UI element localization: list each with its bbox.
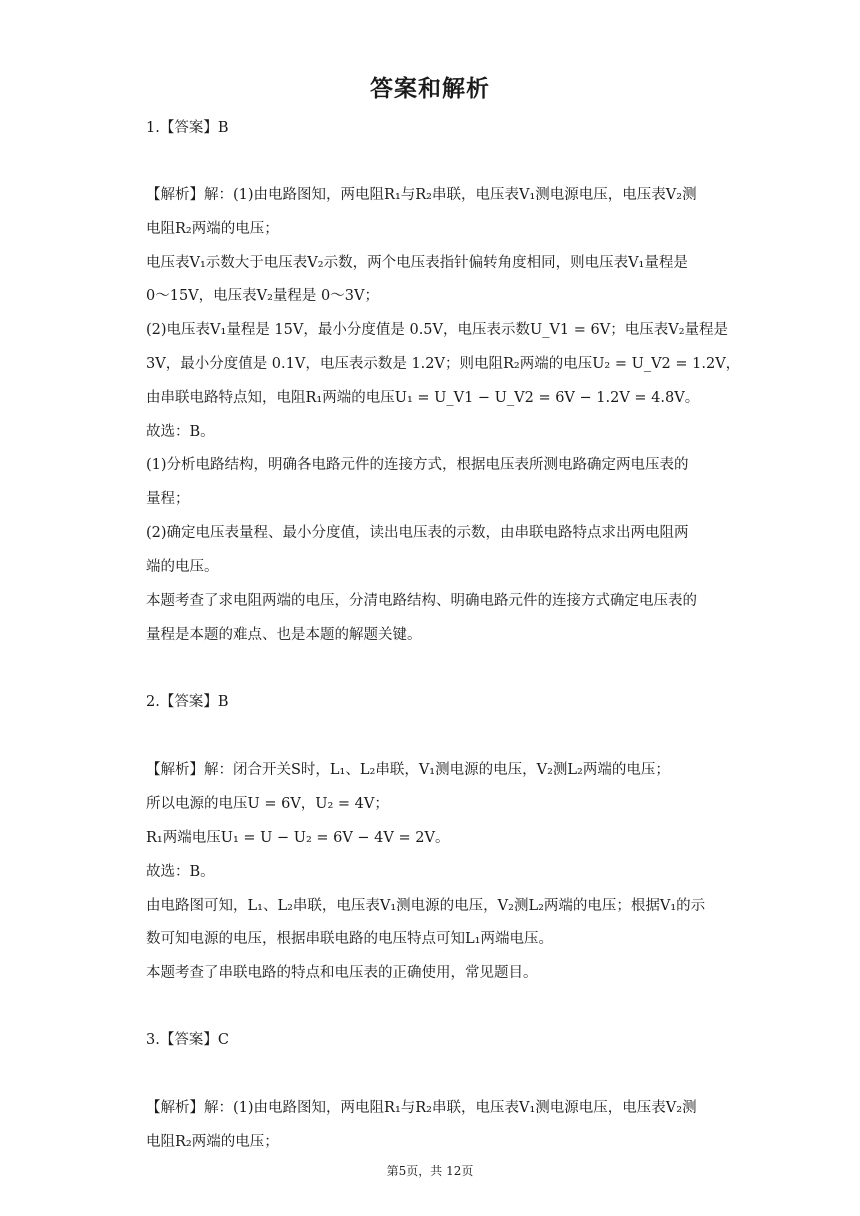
q1-line: 由串联电路特点知，电阻R₁两端的电压U₁ = U_V1 − U_V2 = 6V − 1.2V = 4.8V。 — [146, 390, 700, 406]
page-footer: 第5页，共 12页 — [386, 1164, 474, 1178]
q2-line: 由电路图可知，L₁、L₂串联，电压表V₁测电源的电压，V₂测L₂两端的电压；根据V₁的示 — [146, 898, 706, 914]
q3-answer: 3.【答案】C — [146, 1032, 229, 1048]
q1-line: 量程； — [146, 491, 190, 507]
q2-line: 故选：B。 — [146, 864, 215, 880]
q1-line: (2)确定电压表量程、最小分度值，读出电压表的示数，由串联电路特点求出两电阻两 — [146, 525, 689, 541]
q1-line: 电压表V₁示数大于电压表V₂示数，两个电压表指针偏转角度相同，则电压表V₁量程是 — [146, 255, 688, 271]
q1-line: 端的电压。 — [146, 559, 219, 575]
q1-line: (2)电压表V₁量程是 15V，最小分度值是 0.5V，电压表示数U_V1 = 6V；电压表V₂量程是 — [146, 322, 729, 338]
q1-line: 量程是本题的难点、也是本题的解题关键。 — [146, 627, 422, 643]
q2-answer: 2.【答案】B — [146, 694, 229, 710]
q2-line: 本题考查了串联电路的特点和电压表的正确使用，常见题目。 — [146, 965, 538, 981]
q3-line: 【解析】解：(1)由电路图知，两电阻R₁与R₂串联，电压表V₁测电源电压，电压表V₂测 — [146, 1100, 697, 1116]
q1-line: 【解析】解：(1)由电路图知，两电阻R₁与R₂串联，电压表V₁测电源电压，电压表V₂测 — [146, 187, 697, 203]
q1-line: 0～15V，电压表V₂量程是 0～3V； — [146, 288, 379, 304]
page-title: 答案和解析 — [370, 76, 490, 102]
q2-line: 数可知电源的电压，根据串联电路的电压特点可知L₁两端电压。 — [146, 931, 553, 947]
q1-line: (1)分析电路结构，明确各电路元件的连接方式，根据电压表所测电路确定两电压表的 — [146, 457, 689, 473]
q3-line: 电阻R₂两端的电压； — [146, 1134, 279, 1150]
q1-line: 电阻R₂两端的电压； — [146, 221, 279, 237]
q1-line: 故选：B。 — [146, 424, 215, 440]
q1-answer: 1.【答案】B — [146, 120, 229, 136]
q2-line: R₁两端电压U₁ = U − U₂ = 6V − 4V = 2V。 — [146, 830, 450, 846]
q1-line: 3V，最小分度值是 0.1V，电压表示数是 1.2V；则电阻R₂两端的电压U₂ = U_V2 = 1.2V， — [146, 356, 741, 372]
q2-line: 所以电源的电压U = 6V，U₂ = 4V； — [146, 796, 389, 812]
q1-line: 本题考查了求电阻两端的电压，分清电路结构、明确电路元件的连接方式确定电压表的 — [146, 593, 697, 609]
q2-line: 【解析】解：闭合开关S时，L₁、L₂串联，V₁测电源的电压，V₂测L₂两端的电压； — [146, 762, 670, 778]
